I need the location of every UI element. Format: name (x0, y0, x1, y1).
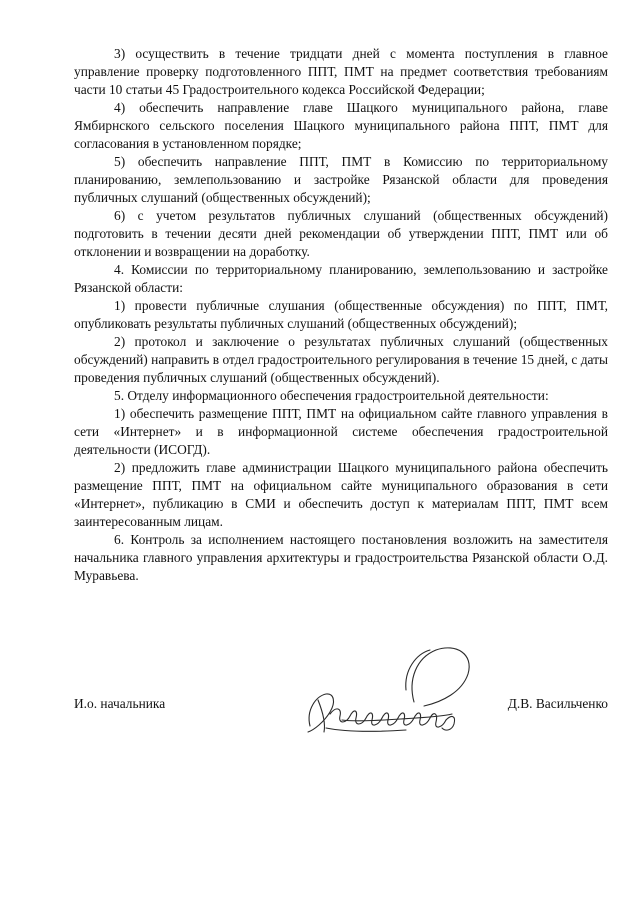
paragraph-item-4: 4) обеспечить направление главе Шацкого муниципального района, главе Ямбирнского сельского поселения Шацкого муниципального района ППТ, ПМТ для согласования в установленном порядке; (74, 100, 608, 151)
signature-block (74, 640, 608, 740)
paragraph-item-6: 6) с учетом результатов публичных слушаний (общественных обсуждений) подготовить в течении десяти дней рекомендации об утверждении ППТ, ПМТ или об отклонении и возвращении на доработку. (74, 208, 608, 259)
paragraph-section-4-item-2: 2) протокол и заключение о результатах публичных слушаний (общественных обсуждений) направить в отдел градостроительного регулирования в течение 15 дней, с даты проведения публичных слушаний (общественных обсуждений). (74, 334, 608, 385)
handwritten-signature (296, 640, 486, 740)
paragraph-section-5: 5. Отделу информационного обеспечения градостроительной деятельности: (114, 388, 549, 403)
signatory-role: И.о. начальника (74, 696, 166, 711)
paragraph-section-4-item-1: 1) провести публичные слушания (общественные обсуждения) по ППТ, ПМТ, опубликовать результаты публичных слушаний (общественных обсуждений); (74, 298, 608, 331)
paragraph-item-5: 5) обеспечить направление ППТ, ПМТ в Комиссию по территориальному планированию, землепользованию и застройке Рязанской области для проведения публичных слушаний (общественных обсуждений); (74, 154, 608, 205)
paragraph-section-5-item-2: 2) предложить главе администрации Шацкого муниципального района обеспечить размещение ППТ, ПМТ на официальном сайте муниципального образования в сети «Интернет», публикацию в СМИ и обеспечить доступ к материалам ППТ, ПМТ всем заинтересованным лицам. (74, 460, 608, 529)
signatory-name: Д.В. Васильченко (507, 696, 608, 711)
document-body (74, 45, 608, 585)
paragraph-section-6: 6. Контроль за исполнением настоящего постановления возложить на заместителя начальника главного управления архитектуры и градостроительства Рязанской области О.Д. Муравьева. (74, 532, 608, 583)
paragraph-section-4: 4. Комиссии по территориальному планированию, землепользованию и застройке Рязанской области: (74, 262, 608, 295)
paragraph-item-3: 3) осуществить в течение тридцати дней с момента поступления в главное управление проверку подготовленного ППТ, ПМТ на предмет соответствия требованиям части 10 статьи 45 Градостроительного кодекса Российской Федерации; (74, 46, 608, 97)
paragraph-section-5-item-1: 1) обеспечить размещение ППТ, ПМТ на официальном сайте главного управления в сети «Интернет» и в информационной системе обеспечения градостроительной деятельности (ИСОГД). (74, 406, 608, 457)
